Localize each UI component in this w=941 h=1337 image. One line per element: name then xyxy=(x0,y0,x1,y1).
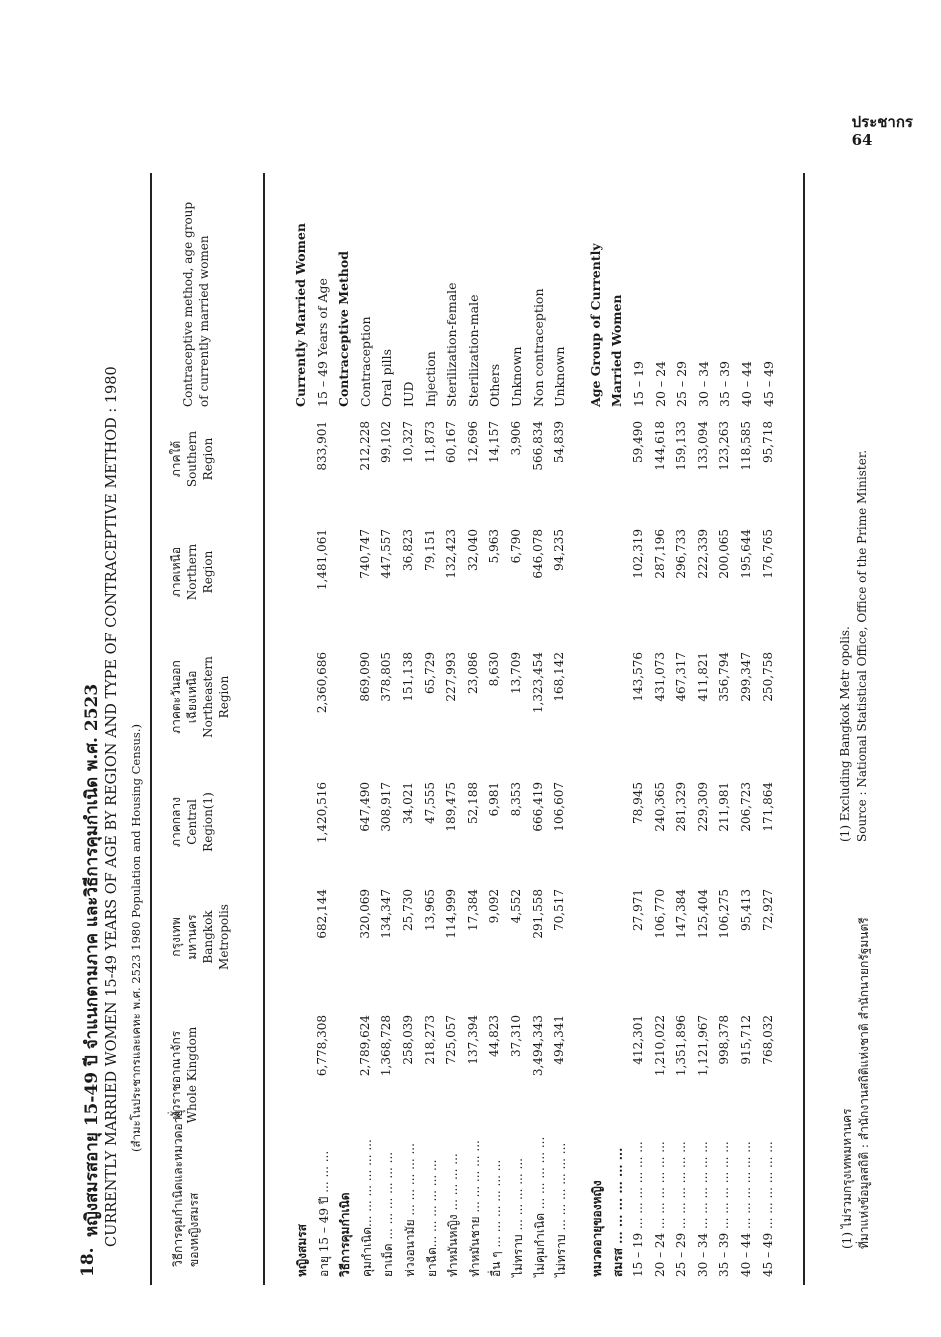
bottom-rule xyxy=(803,173,805,1285)
table-cell: 2,789,624 xyxy=(357,1015,372,1077)
table-cell: 32,040 xyxy=(465,529,480,571)
table-cell: 240,365 xyxy=(652,782,667,832)
table-cell: 102,319 xyxy=(631,529,645,579)
row-label-english: Married Women xyxy=(609,294,625,407)
row-label-thai: สมรส ... ... ... ... ... ... xyxy=(611,1147,626,1277)
table-cell: 133,094 xyxy=(695,421,710,471)
table-cell: 411,821 xyxy=(695,652,710,702)
region-header-line: Region(1) xyxy=(201,792,215,852)
table-cell: 1,351,896 xyxy=(674,1015,689,1077)
table-cell: 200,065 xyxy=(717,529,732,579)
region-header-line: ภาคเหนือ xyxy=(169,546,183,598)
region-header-line: Northeastern xyxy=(201,656,215,738)
table-cell: 998,378 xyxy=(717,1015,732,1065)
table-cell: 1,121,967 xyxy=(695,1015,710,1077)
table-cell: 151,138 xyxy=(401,652,415,702)
region-header-5 xyxy=(168,399,216,519)
table-cell: 740,747 xyxy=(357,529,372,579)
table-cell: 211,981 xyxy=(717,782,732,832)
table-cell: 114,999 xyxy=(444,889,459,939)
table-cell: 494,341 xyxy=(552,1015,567,1065)
source-thai: ที่มาแห่งข้อมูลสถิติ : สำนักงานสถิติแห่งชาติ สำนักนายกรัฐมนตรี xyxy=(857,917,871,1249)
table-cell: 833,901 xyxy=(314,421,329,471)
table-cell: 3,906 xyxy=(509,421,523,456)
row-label-thai: ยาฉีด... ... ... ... ... ... xyxy=(424,1159,439,1277)
table-cell: 6,778,308 xyxy=(314,1015,329,1077)
table-cell: 27,971 xyxy=(631,889,645,931)
table-cell: 218,273 xyxy=(422,1015,437,1065)
table-cell: 65,729 xyxy=(422,652,437,694)
region-header-0 xyxy=(168,1015,200,1135)
table-cell: 195,644 xyxy=(739,529,753,579)
table-cell: 1,420,516 xyxy=(314,782,329,844)
table-cell: 37,310 xyxy=(509,1015,523,1057)
table-cell: 168,142 xyxy=(552,652,567,702)
table-cell: 6,790 xyxy=(509,529,523,564)
table-cell: 137,394 xyxy=(465,1015,480,1065)
region-header-line: Metropolis xyxy=(217,904,231,970)
region-header-line: Region xyxy=(201,550,215,594)
row-label-thai: ทำหมันหญิง ... ... ... ... xyxy=(446,1153,461,1277)
row-label-english: IUD xyxy=(401,381,416,407)
table-cell: 229,309 xyxy=(695,782,710,832)
table-cell: 4,552 xyxy=(509,889,523,924)
row-label-thai: คุมกำเนิด... ... ... ... ... ... xyxy=(359,1139,374,1277)
table-cell: 11,873 xyxy=(422,421,437,463)
row-label-english: Sterilization-male xyxy=(465,294,481,407)
table-cell: 725,057 xyxy=(444,1015,459,1065)
row-label-english: 35 – 39 xyxy=(717,360,733,407)
table-cell: 320,069 xyxy=(357,889,372,939)
row-label-english: Unknown xyxy=(509,346,524,407)
table-cell: 10,327 xyxy=(401,421,415,463)
row-label-english: 25 – 29 xyxy=(674,360,690,407)
table-cell: 13,965 xyxy=(422,889,437,931)
table-cell: 34,021 xyxy=(401,782,415,824)
footnote-english: (1) Excluding Bangkok Metr opolis. xyxy=(838,626,852,842)
region-header-line: ภาคใต้ xyxy=(169,440,183,478)
table-cell: 17,384 xyxy=(465,889,480,931)
row-label-english: 20 – 24 xyxy=(652,360,668,407)
table-cell: 159,133 xyxy=(674,421,689,471)
table-cell: 72,927 xyxy=(760,889,775,931)
table-cell: 36,823 xyxy=(401,529,415,571)
row-label-thai: 20 – 24 ... ... ... ... ... ... xyxy=(652,1141,667,1277)
table-cell: 287,196 xyxy=(652,529,667,579)
row-label-english: Injection xyxy=(422,351,438,407)
row-label-english: Oral pills xyxy=(379,348,395,407)
row-label-english: Currently Married Women xyxy=(293,223,308,407)
region-header-3 xyxy=(168,637,232,757)
row-label-thai: ไม่ทราบ ... ... ... ... ... ... xyxy=(554,1142,569,1277)
region-header-line: Central xyxy=(185,799,199,845)
table-cell: 54,839 xyxy=(552,421,567,463)
table-cell: 768,032 xyxy=(760,1015,775,1065)
table-cell: 23,086 xyxy=(465,652,480,694)
table-cell: 47,555 xyxy=(422,782,437,824)
table-cell: 106,607 xyxy=(552,782,567,832)
table-cell: 189,475 xyxy=(444,782,459,832)
region-header-2 xyxy=(168,762,216,882)
table-cell: 291,558 xyxy=(530,889,545,939)
table-cell: 13,709 xyxy=(509,652,523,694)
table-cell: 171,864 xyxy=(760,782,775,832)
table-cell: 94,235 xyxy=(552,529,567,571)
region-header-line: Northern xyxy=(185,543,199,601)
region-header-line: ภาคตะวันออก xyxy=(169,660,183,734)
region-header-line: กรุงเทพ xyxy=(169,917,183,957)
row-label-thai: ไม่คุมกำเนิด ... ... ... ... ... xyxy=(532,1136,547,1277)
table-cell: 250,758 xyxy=(760,652,775,702)
table-cell: 281,329 xyxy=(674,782,689,832)
table-cell: 14,157 xyxy=(487,421,502,463)
table-cell: 125,404 xyxy=(695,889,710,939)
table-cell: 25,730 xyxy=(401,889,415,931)
table-cell: 666,419 xyxy=(530,782,545,832)
table-cell: 144,618 xyxy=(652,421,667,471)
page-number: 64 xyxy=(851,131,873,149)
table-cell: 176,765 xyxy=(760,529,775,579)
table-cell: 132,423 xyxy=(444,529,459,579)
row-label-english: Contraception xyxy=(357,316,373,407)
row-label-thai: ทำหมันชาย ... ... ... ... ... xyxy=(467,1140,482,1277)
row-label-thai: 25 – 29 ... ... ... ... ... ... xyxy=(674,1141,689,1277)
table-cell: 5,963 xyxy=(487,529,502,564)
table-cell: 356,794 xyxy=(717,652,732,702)
header-rule xyxy=(263,173,265,1285)
table-cell: 412,301 xyxy=(631,1015,645,1065)
table-cell: 227,993 xyxy=(444,652,459,702)
region-header-1 xyxy=(168,877,232,997)
table-cell: 6,981 xyxy=(487,782,502,817)
table-cell: 308,917 xyxy=(379,782,394,832)
table-cell: 1,481,061 xyxy=(314,529,329,591)
table-cell: 123,263 xyxy=(717,421,732,471)
table-cell: 1,368,728 xyxy=(379,1015,394,1077)
row-label-english: Others xyxy=(487,363,503,407)
region-header-line: เฉียงเหนือ xyxy=(185,670,199,724)
table-cell: 59,490 xyxy=(631,421,645,463)
row-label-thai: 30 – 34 ... ... ... ... ... ... xyxy=(695,1141,710,1277)
table-cell: 95,718 xyxy=(760,421,775,463)
table-cell: 143,576 xyxy=(631,652,645,702)
table-cell: 299,347 xyxy=(739,652,753,702)
table-cell: 8,353 xyxy=(509,782,523,817)
region-header-line: Region xyxy=(201,437,215,481)
region-header-line: ภาคกลาง xyxy=(169,797,183,847)
table-cell: 106,275 xyxy=(717,889,732,939)
region-header-line: Bangkok xyxy=(201,910,215,964)
table-cell: 682,144 xyxy=(314,889,329,939)
footnote-thai: (1) ไม่รวมกรุงเทพมหานคร xyxy=(840,1108,854,1249)
table-cell: 378,805 xyxy=(379,652,394,702)
table-cell: 52,188 xyxy=(465,782,480,824)
table-cell: 467,317 xyxy=(674,652,689,702)
table-cell: 44,823 xyxy=(487,1015,502,1057)
table-cell: 118,585 xyxy=(739,421,753,471)
row-label-thai: ห่วงอนามัย ... ... ... ... ... xyxy=(403,1143,417,1277)
table-cell: 106,770 xyxy=(652,889,667,939)
row-label-english: 15 – 19 xyxy=(631,360,646,407)
row-label-thai: วิธีการคุมกำเนิด xyxy=(338,1192,353,1277)
row-label-thai: 15 – 19 ... ... ... ... ... ... xyxy=(631,1141,645,1277)
section-name: ประชากร xyxy=(851,113,913,131)
table-cell: 60,167 xyxy=(444,421,459,463)
row-label-thai: หญิงสมรส xyxy=(295,1224,309,1277)
table-cell: 134,347 xyxy=(379,889,394,939)
table-cell: 1,210,022 xyxy=(652,1015,667,1077)
table-cell: 2,360,686 xyxy=(314,652,329,714)
row-label-english: Age Group of Currently xyxy=(587,243,603,407)
table-cell: 3,494,343 xyxy=(530,1015,545,1077)
table-title-english: CURRENTLY MARRIED WOMEN 15-49 YEARS OF AGE BY REGION AND TYPE OF CONTRACEPTIVE METHOD : 1980 xyxy=(104,366,120,1247)
table-cell: 431,073 xyxy=(652,652,667,702)
table-cell: 296,733 xyxy=(674,529,689,579)
table-cell: 646,078 xyxy=(530,529,545,579)
table-cell: 12,696 xyxy=(465,421,480,463)
right-column-header: Contraceptive method, age group of currently married women xyxy=(181,201,211,407)
row-label-english: 30 – 34 xyxy=(695,360,711,407)
row-label-thai: หมวดอายุของหญิง xyxy=(589,1180,604,1277)
region-header-line: Southern xyxy=(185,430,199,488)
region-header-line: Whole Kingdom xyxy=(185,1026,199,1124)
left-column-header: วิธีการคุมกำเนิดและหมวดอายุ ของหญิงสมรส xyxy=(171,1109,201,1267)
table-cell: 869,090 xyxy=(357,652,372,702)
row-label-thai: 35 – 39 ... ... ... ... ... ... xyxy=(717,1141,732,1277)
table-cell: 447,557 xyxy=(379,529,394,579)
table-cell: 566,834 xyxy=(530,421,545,471)
table-cell: 222,339 xyxy=(695,529,710,579)
table-title-thai: หญิงสมรสอายุ 15-49 ปี จำแนกตามภาค และวิธีการคุมกำเนิด พ.ศ. 2523 xyxy=(82,683,102,1237)
table-cell: 647,490 xyxy=(357,782,372,832)
region-header-4 xyxy=(168,512,216,632)
row-label-thai: ยาเม็ด ... ... ... ... ... ... xyxy=(381,1151,396,1277)
top-rule xyxy=(150,173,152,1285)
row-label-english: Contraceptive Method xyxy=(336,251,352,407)
table-cell: 915,712 xyxy=(739,1015,753,1065)
row-label-english: 45 – 49 xyxy=(760,360,776,407)
census-note: (สำมะโนประชากรและเคหะ พ.ศ. 2523 1980 Population and Housing Census.) xyxy=(129,724,143,1152)
table-cell: 95,413 xyxy=(739,889,753,931)
row-label-thai: ไม่ทราบ ... ... ... ... ... xyxy=(511,1158,525,1277)
table-cell: 206,723 xyxy=(739,782,753,832)
region-header-line: มหานคร xyxy=(185,914,199,960)
table-cell: 212,228 xyxy=(357,421,372,471)
row-label-english: 15 – 49 Years of Age xyxy=(314,278,330,407)
region-header-line: Region xyxy=(217,675,231,719)
table-cell: 70,517 xyxy=(552,889,567,931)
table-cell: 99,102 xyxy=(379,421,394,463)
row-label-thai: 40 – 44 ... ... ... ... ... ... xyxy=(739,1141,753,1277)
table-cell: 1,323,454 xyxy=(530,652,545,714)
row-label-english: Non contraception xyxy=(530,288,546,407)
table-cell: 8,630 xyxy=(487,652,502,687)
table-cell: 9,092 xyxy=(487,889,502,924)
table-cell: 78,945 xyxy=(631,782,645,824)
row-label-thai: อายุ 15 – 49 ปี ... ... ... xyxy=(316,1150,331,1277)
row-label-english: Sterilization-female xyxy=(444,282,460,407)
table-cell: 258,039 xyxy=(401,1015,415,1065)
table-number: 18. xyxy=(78,1247,98,1277)
table-cell: 79,151 xyxy=(422,529,437,571)
row-label-thai: อื่น ๆ ... ... ... ... ... ... xyxy=(489,1159,504,1277)
row-label-english: 40 – 44 xyxy=(739,360,754,407)
row-label-english: Unknown xyxy=(552,346,568,407)
region-header-line: ทั่วราชอาณาจักร xyxy=(169,1030,183,1120)
source-english: Source : National Statistical Office, Office of the Prime Minister. xyxy=(855,449,869,842)
table-cell: 147,384 xyxy=(674,889,689,939)
row-label-thai: 45 – 49 ... ... ... ... ... ... xyxy=(760,1141,775,1277)
